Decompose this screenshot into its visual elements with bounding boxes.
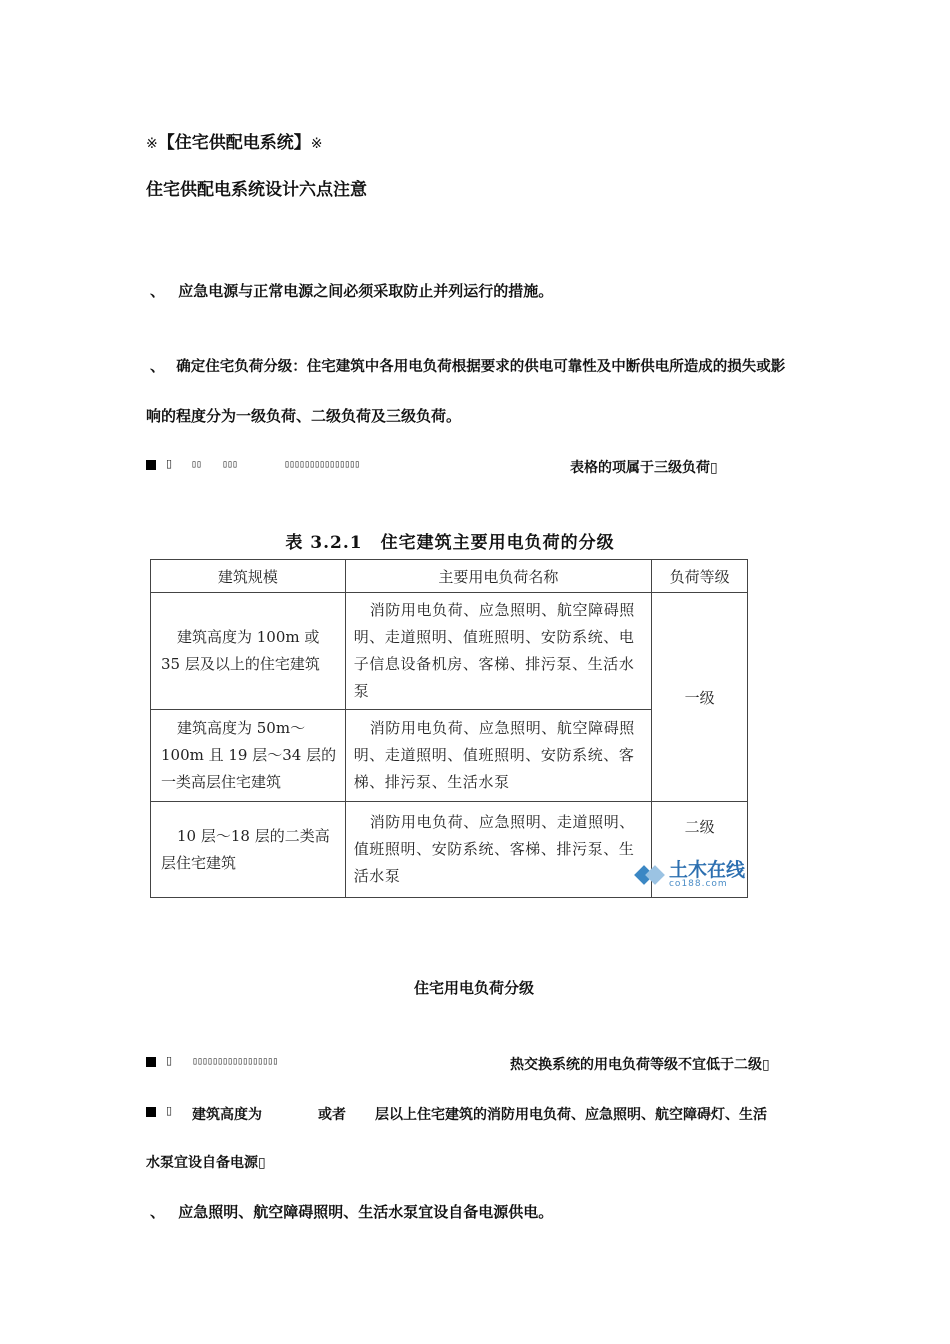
diamond-logo-icon [635, 860, 665, 890]
column-header: 主要用电负荷名称 [345, 560, 651, 593]
figure-caption: 住宅用电负荷分级 [414, 979, 535, 997]
list-item-text: 应急电源与正常电源之间必须采取防止并列运行的措施。 [178, 282, 554, 300]
list-item-text: 确定住宅负荷分级：住宅建筑中各用电负荷根据要求的供电可靠性及中断供电所造成的损失或影 [176, 359, 786, 375]
table-cell-scale: 建筑高度为 100m 或 35 层及以上的住宅建筑 [151, 593, 346, 710]
glyph-placeholder: ▯▯▯ [222, 459, 238, 470]
note-text: 表格的项属于三级负荷▯ [570, 460, 718, 476]
list-item-2 [150, 355, 785, 376]
list-item-3 [150, 1201, 553, 1222]
glyph-placeholder: ▯ [166, 1104, 173, 1117]
table-cell-grade: 一级 [652, 593, 748, 802]
column-header: 建筑规模 [151, 560, 346, 593]
note-text: 建筑高度为 [192, 1107, 262, 1123]
watermark-brand: 土木在线 [668, 859, 745, 881]
note-text: 或者 [318, 1107, 346, 1123]
glyph-placeholder: ▯▯ [191, 459, 202, 470]
list-marker: 、 [150, 282, 166, 300]
title-text: 【住宅供配电系统】 [157, 133, 311, 153]
reference-mark-right: ※ [310, 136, 323, 152]
list-item-1 [150, 280, 553, 301]
load-classification-table [150, 559, 748, 898]
note-2 [146, 1054, 806, 1074]
table-cell-grade: 二级 [652, 802, 748, 898]
watermark-url: co188.com [668, 879, 728, 889]
bullet-icon [146, 460, 156, 470]
bullet-icon [146, 1057, 156, 1067]
bullet-icon [146, 1107, 156, 1117]
table-cell-loads: 消防用电负荷、应急照明、走道照明、值班照明、安防系统、客梯、排污泵、生活水泵 [345, 802, 651, 898]
header-title [146, 128, 322, 153]
note-text: 热交换系统的用电负荷等级不宜低于二级▯ [510, 1057, 770, 1073]
load-classification-table-figure [149, 522, 751, 902]
subtitle: 住宅供配电系统设计六点注意 [146, 180, 367, 200]
table-cell-loads: 消防用电负荷、应急照明、航空障碍照明、走道照明、值班照明、安防系统、客梯、排污泵、生活水泵 [345, 710, 651, 802]
watermark [635, 860, 745, 890]
reference-mark-left: ※ [146, 136, 158, 152]
list-item-text: 应急照明、航空障碍照明、生活水泵宜设自备电源供电。 [178, 1203, 554, 1221]
list-marker: 、 [150, 357, 166, 375]
table-header-row [151, 560, 748, 593]
glyph-placeholder: ▯▯▯▯▯▯▯▯▯▯▯▯▯▯▯▯▯ [192, 1056, 278, 1067]
glyph-placeholder: ▯ [166, 1054, 173, 1067]
column-header: 负荷等级 [652, 560, 748, 593]
table-cell-scale: 10 层～18 层的二类高层住宅建筑 [151, 802, 346, 898]
list-marker: 、 [150, 1203, 166, 1221]
glyph-placeholder: ▯ [166, 457, 173, 470]
table-caption: 表 3.2.1 住宅建筑主要用电负荷的分级 [285, 533, 615, 553]
note-3-continued: 水泵宜设自备电源▯ [146, 1155, 266, 1171]
note-1 [146, 457, 786, 477]
table-row [151, 593, 748, 710]
note-text: 层以上住宅建筑的消防用电负荷、应急照明、航空障碍灯、生活 [375, 1107, 767, 1123]
note-3 [146, 1104, 816, 1124]
table-cell-scale: 建筑高度为 50m～100m 且 19 层～34 层的一类高层住宅建筑 [151, 710, 346, 802]
table-cell-loads: 消防用电负荷、应急照明、航空障碍照明、走道照明、值班照明、安防系统、电子信息设备机房、客梯、排污泵、生活水泵 [345, 593, 651, 710]
list-item-2-continued: 响的程度分为一级负荷、二级负荷及三级负荷。 [146, 407, 462, 425]
glyph-placeholder: ▯▯▯▯▯▯▯▯▯▯▯▯▯▯▯ [284, 459, 360, 470]
